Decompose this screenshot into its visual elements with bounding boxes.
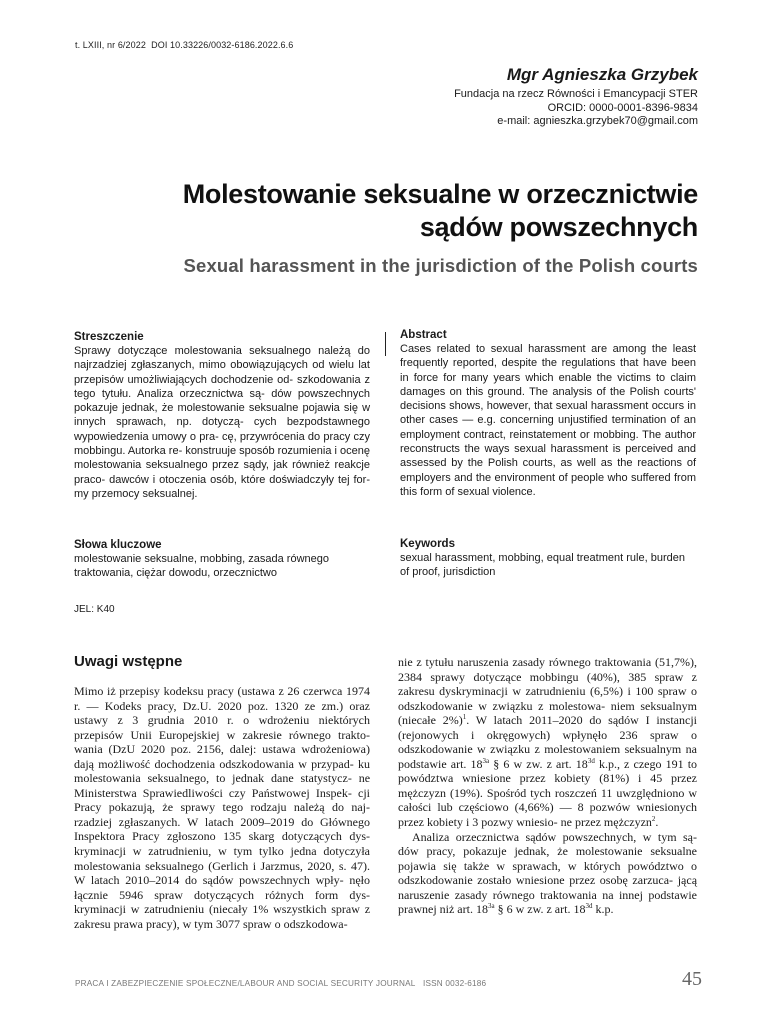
body-left-line: dają możliwość dochodzenia odszkodowania w przypad- [74, 756, 354, 771]
column-divider [385, 332, 386, 356]
abstract-en-line: mobbing. The author reconstructs the ways sexual [400, 428, 696, 456]
abstract-pl-line: dawców i otoczenia osób, które doświadczyły tej for- [109, 473, 370, 486]
body-left-line: rzadziej zgłaszanych. W latach 2009–2019 do Głównego [74, 814, 370, 829]
abstract-pl-line: cę, przywrócenia do pracy czy mobbingu. Autorka re- [74, 430, 370, 458]
article-title-line-2: sądów powszechnych [419, 212, 698, 242]
body-left-line: Inspektora Pracy zgłoszono 135 skarg dotyczących dys- [74, 829, 370, 844]
author-affiliation: Fundacja na rzecz Równości i Emancypacji STER [454, 88, 698, 100]
footnote-ref[interactable]: 1 [462, 713, 467, 722]
article-title-line-1: Molestowanie seksualne w orzecznictwie [182, 179, 698, 209]
body-left-line: molestowania seksualnego (Gerlich i Jarzmus, 2020, s. [74, 858, 347, 873]
abstract-pl-line: my przemocy seksualnej. [74, 487, 198, 500]
abstract-pl-line: Sprawy dotyczące molestowania seksualnego należą [74, 345, 351, 357]
abstract-pl-text [74, 344, 370, 501]
title-block [183, 178, 698, 277]
keywords-en-line: burden of proof, jurisdiction [400, 552, 685, 579]
body-left-line: z zakresu prawa pracy), w tym 3077 spraw o odszkodowa- [74, 902, 371, 931]
abstract-en-line: termination of an employment contract, reinstatement or [400, 414, 697, 441]
author-block [454, 64, 698, 129]
doi: DOI 10.33226/0032-6186.2022.6.6 [151, 40, 294, 50]
body-left-line: wania (DzU 2020 poz. 2156, dalej: ustawa wdrożeniowa) [74, 742, 370, 757]
abstract-pl-line: wielu lat przepisów umożliwiających dochodzenie od- [74, 359, 370, 386]
keywords-pl [74, 538, 370, 581]
keywords-pl-line: molestowanie seksualne, mobbing, zasada równego [74, 553, 329, 565]
article-title-english: Sexual harassment in the jurisdiction of the Polish courts [183, 255, 698, 276]
abstract-pl-line: dów powszechnych pokazuje jednak, że molestowanie [74, 387, 371, 415]
abstract-en-line: courts' decisions shows, however, that sexual harassment [400, 385, 696, 413]
abstract-en-line: of people who suffered from this form of sexual violence. [400, 471, 696, 498]
abstract-en-line: occurs in other cases — e.g. concerning unjustified [400, 400, 696, 427]
abstract-pl-line: seksualnego przez sądy, jak również reakcje praco- [74, 459, 370, 486]
body-left-line: kryminacji w zatrudnieniu, w tym tylko jedna dotyczyła [74, 844, 370, 859]
issn: ISSN 0032-6186 [422, 979, 487, 988]
keywords-pl-text [74, 552, 370, 581]
body-paragraph: nie z tytułu naruszenia zasady równego traktowania (51,7%), 2384 sprawy dotyczące mobbingu (40%), 385 spraw z zakresu dyskryminacji w zatrudnieniu (6,5%) i 100 spraw o odszkodowanie w związku z molestowa- niem seksualnym (niecałe 2%)$^1$. W latach 2011–2020 do sądów I instancji (rejonowych i okręgowych) wpłynęło 236 spraw o odszkodowanie w związku z molestowaniem seksualnym na podstawie art. $18^{3a}$ § 6 w zw. z art. $18^{3d}$ k.p., z czego 191 to powództwa wniesione przez kobiety (81%) i 45 przez mężczyzn (19%). Spośród tych roszczeń 11 uwzględniono w całości lub częściowo (4,66%) — 8 pozwów wniesionych przez kobiety i 3 pozwy wniesio- ne przez mężczyzn$^2$. [398, 655, 698, 830]
volume-citation: t. LXIII, nr 6/2022 [75, 40, 146, 50]
footer-journal [75, 979, 486, 988]
body-paragraph: Analiza orzecznictwa sądów powszechnych, w tym są- dów pracy, pokazuje jednak, że molestowanie seksualne pojawia się także w sprawach, w których powództwo o odszkodowanie zostało wniesione przez osobę zarzuca- jącą naruszenie zasady równego traktowania na innej podstawie prawnej niż art. $18^{3a}$ § 6 w zw. z art. $18^{3d}$ k.p. [398, 829, 698, 917]
body-left-line: 47). W latach 2010–2014 do sądów powszechnych wpły- [74, 858, 370, 888]
keywords-en-text [400, 551, 696, 580]
keywords-en-heading: Keywords [400, 538, 455, 550]
abstract-en-line: been in force for many years which enable the victims to [400, 357, 697, 384]
body-left-column [74, 684, 370, 931]
body-left-line: Mimo iż przepisy kodeksu pracy (ustawa z 26 czerwca [74, 684, 343, 698]
keywords-pl-heading: Słowa kluczowe [74, 539, 162, 551]
author-orcid: ORCID: 0000-0001-8396-9834 [547, 101, 698, 114]
footnote-ref[interactable]: 2 [651, 815, 656, 824]
abstract-en-text [400, 342, 696, 499]
abstract-en-line: as well as the reactions of employers and the environment [400, 457, 697, 484]
body-left-line: nęło łącznie 5946 spraw dotyczących różnych form dys- [74, 873, 371, 902]
abstract-en [400, 328, 696, 499]
body-left-line: 1974 r. — Kodeks pracy, Dz.U. 2020 poz. 1320 ze zm.) [74, 684, 370, 713]
body-left-line: oraz ustawy z 3 grudnia 2010 r. o wdrożeniu niektórych [74, 698, 370, 728]
body-left-line: kryminacji w zatrudnieniu (niecały 1% wszystkich spraw [74, 902, 360, 917]
abstract-en-line: claim damages on this ground. The analysis of the Polish [400, 371, 696, 398]
abstract-en-line: frequently reported, despite the regulations that have [400, 357, 667, 370]
body-left-line: cji Pracy pokazują, że sprawy tego rodzaju należą do naj- [74, 785, 370, 815]
citation-line [75, 40, 293, 50]
keywords-en-line: sexual harassment, mobbing, equal treatment rule, [400, 552, 648, 564]
section-heading: Uwagi wstępne [74, 653, 183, 670]
body-left-line: ku molestowania seksualnego, to jednak dane statystycz- [74, 756, 371, 786]
page-number: 45 [682, 968, 702, 990]
author-email: e-mail: agnieszka.grzybek70@gmail.com [497, 115, 698, 127]
abstract-pl-line: cych bezpodstawnego wypowiedzenia umowy o pra- [74, 416, 370, 443]
abstract-en-heading: Abstract [400, 329, 447, 341]
journal-name: PRACA I ZABEZPIECZENIE SPOŁECZNE/LABOUR AND SOCIAL SECURITY JOURNAL [75, 979, 416, 988]
keywords-pl-line: traktowania, ciężar dowodu, orzecznictwo [74, 567, 277, 580]
author-name: Mgr Agnieszka Grzybek [506, 65, 698, 84]
abstract-pl-line: szkodowania z tego tytułu. Analiza orzecznictwa są- [74, 373, 370, 400]
keywords-en [400, 537, 696, 580]
abstract-en-line: Cases related to sexual harassment are among the least [400, 343, 696, 355]
jel-code: JEL: K40 [74, 604, 115, 615]
body-right-column [398, 655, 697, 917]
body-left-line: ne Ministerstwa Sprawiedliwości czy Państwowej Inspek- [74, 771, 371, 800]
abstract-en-line: harassment is perceived and assessed by the Polish courts, [400, 443, 696, 470]
abstract-pl-heading: Streszczenie [74, 331, 144, 343]
abstract-pl-line: do najrzadziej zgłaszanych, mimo obowiązujących od [74, 345, 370, 372]
abstract-pl-line: seksualne pojawia się w innych sprawach, np. dotyczą- [74, 402, 371, 429]
abstract-pl-line: konstruuje sposób rozumienia i ocenę molestowania [74, 445, 370, 472]
abstract-pl [74, 330, 370, 501]
body-left-line: przepisów Unii Europejskiej w zakresie równego trakto- [74, 727, 370, 742]
